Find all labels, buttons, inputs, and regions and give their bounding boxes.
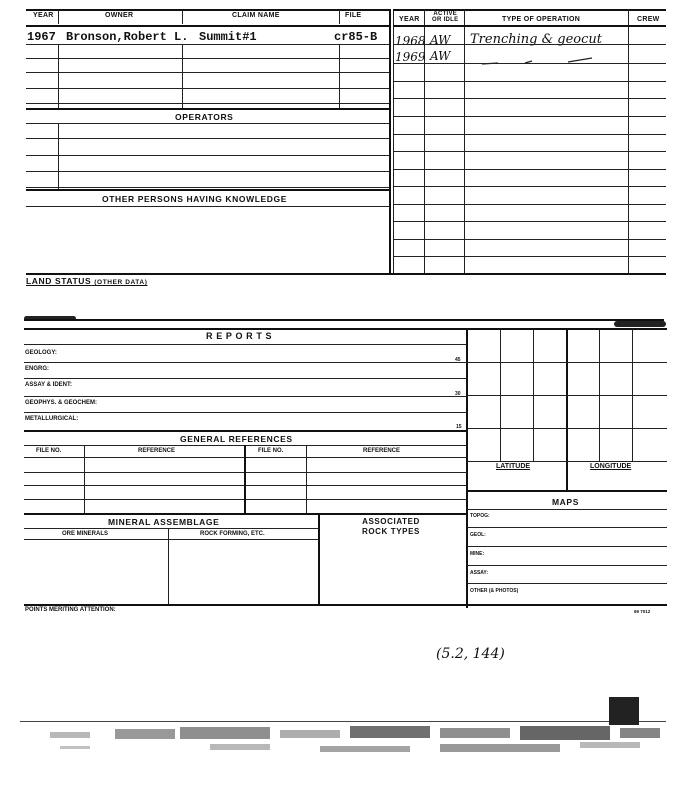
latitude-label: LATITUDE xyxy=(496,463,531,470)
header-active-idle: ACTIVE OR IDLE xyxy=(432,11,459,23)
report-assay-num: 30 xyxy=(455,391,461,397)
report-geophys: GEOPHYS. & GEOCHEM: xyxy=(25,400,98,406)
land-status-note: (OTHER DATA) xyxy=(94,279,148,286)
header-crew: CREW xyxy=(637,16,660,23)
handwritten-note: (5.2, 144) xyxy=(436,646,505,662)
entry-year: 1967 xyxy=(27,30,56,44)
report-geology-num: 45 xyxy=(455,357,461,363)
maps-geol: GEOL: xyxy=(470,532,486,538)
maps-assay: ASSAY: xyxy=(470,570,489,576)
op-row-1-year: 1968 xyxy=(395,34,426,48)
maps-title: MAPS xyxy=(552,497,579,507)
entry-file: cr85-B xyxy=(334,30,378,44)
handwritten-dash-marks xyxy=(480,54,600,68)
report-metallurgical-num: 15 xyxy=(456,424,462,430)
op-row-1-type: Trenching & geocut xyxy=(470,32,603,47)
report-engrg: ENGRG: xyxy=(25,366,49,372)
header-file: FILE xyxy=(345,12,362,19)
ref-header-reference: REFERENCE xyxy=(138,448,176,454)
longitude-label: LONGITUDE xyxy=(590,463,632,470)
entry-owner: Bronson,Robert L. xyxy=(66,30,189,44)
entry-claim-name: Summit#1 xyxy=(199,30,257,44)
header-year: YEAR xyxy=(33,12,54,19)
ref-header-reference-2: REFERENCE xyxy=(363,448,401,454)
op-row-2-status: AW xyxy=(430,49,451,63)
report-geology: GEOLOGY: xyxy=(25,350,57,356)
general-references-title: GENERAL REFERENCES xyxy=(180,434,293,444)
form-number: 69 7012 xyxy=(634,609,651,614)
scan-noise-strip xyxy=(20,724,666,774)
header-claim-name: CLAIM NAME xyxy=(232,12,280,19)
report-metallurgical: METALLURGICAL: xyxy=(25,416,79,422)
ref-header-file-no: FILE NO. xyxy=(36,448,62,454)
operators-title: OPERATORS xyxy=(175,112,234,122)
mineral-assemblage-title: MINERAL ASSEMBLAGE xyxy=(108,517,220,527)
maps-other: OTHER (& PHOTOS) xyxy=(470,588,519,594)
land-status-label: LAND STATUS xyxy=(26,276,92,286)
header-owner: OWNER xyxy=(105,12,134,19)
ref-header-file-no-2: FILE NO. xyxy=(258,448,284,454)
reports-title: R E P O R T S xyxy=(206,331,273,341)
other-persons-title: OTHER PERSONS HAVING KNOWLEDGE xyxy=(102,194,288,204)
op-row-2-year: 1969 xyxy=(395,50,426,64)
maps-topog: TOPOG: xyxy=(470,513,490,519)
maps-mine: MINE: xyxy=(470,551,485,557)
black-square xyxy=(609,697,639,725)
ore-minerals-header: ORE MINERALS xyxy=(62,531,109,537)
header-op-year: YEAR xyxy=(399,16,420,23)
land-status-title xyxy=(26,276,147,286)
points-meriting-attention: POINTS MERITING ATTENTION: xyxy=(25,607,116,613)
header-type-of-operation: TYPE OF OPERATION xyxy=(502,16,581,23)
report-assay: ASSAY & IDENT: xyxy=(25,382,73,388)
rock-forming-header: ROCK FORMING, ETC. xyxy=(200,531,265,537)
associated-rock-types-title: ASSOCIATED ROCK TYPES xyxy=(361,517,420,536)
op-row-1-status: AW xyxy=(430,33,451,47)
